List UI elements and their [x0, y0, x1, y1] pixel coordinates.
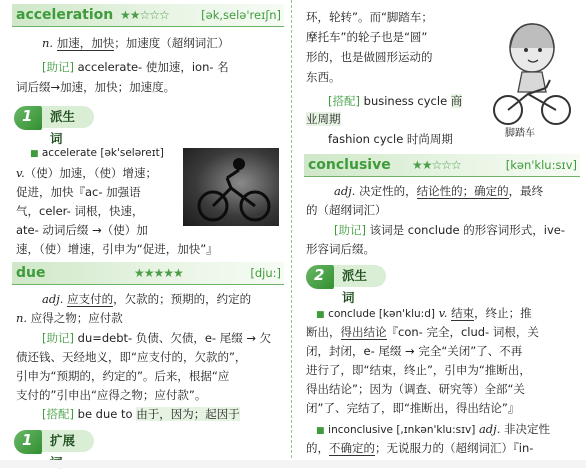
- text-line: 形的，也是做圆形运动的: [306, 50, 433, 64]
- collocation-tag: [搭配]: [328, 94, 360, 108]
- entry-bar-conclusive: [304, 154, 580, 177]
- part-of-speech: n.: [16, 311, 28, 325]
- mnemonic-line: 形容词后缀。: [306, 242, 375, 256]
- definition-underlined: 不确定的: [329, 441, 375, 455]
- headword-conclusive: conclusive: [308, 157, 391, 173]
- phonetic: [ək,selə'reɪʃn]: [201, 8, 281, 22]
- derived-line: 促进，加快『ac- 加强语: [16, 185, 141, 199]
- mnemonic-line: [42, 58, 229, 76]
- definition-text: 应得之物；应付款: [30, 311, 123, 325]
- definition-underlined: 结束: [451, 306, 475, 320]
- mnemonic-line: 引申为“预期的，约定的”。后来，根据“应: [16, 369, 230, 383]
- derived-line: 速，（使）增速，引申为“促进，加快”』: [16, 242, 218, 256]
- text-line: 环，轮转”。而“脚踏车；: [306, 10, 433, 24]
- section-badge-derived: [14, 106, 94, 146]
- part-of-speech: v.: [16, 166, 25, 180]
- section-label: 派生词: [334, 265, 386, 287]
- part-of-speech: adj.: [42, 292, 64, 306]
- entry-bar-acceleration: [12, 4, 284, 27]
- bullet-icon: ■: [316, 310, 325, 320]
- derived-line: [306, 323, 539, 341]
- mnemonic-tag: [助记]: [42, 60, 74, 74]
- definition-text: 决定性的，: [355, 184, 417, 198]
- derived-line: 得出结论”；因为（调查、研究等）全部“关: [306, 382, 525, 396]
- collocation-en: business cycle: [359, 94, 451, 108]
- headword-due: due: [16, 265, 46, 281]
- section-number: 1: [22, 107, 33, 125]
- definition-underlined: 加速，加快: [56, 36, 115, 50]
- bullet-icon: ■: [316, 426, 325, 436]
- bullet-icon: ■: [30, 149, 39, 159]
- definition-line: [42, 290, 251, 308]
- cyclist-photo: [183, 148, 279, 226]
- bicycle-girl-icon: [488, 18, 576, 128]
- collocation-en: be due to: [73, 407, 137, 421]
- derived-line: 闭，封闭，e- 尾缀 → 完全“关闭”了、不再: [306, 344, 523, 358]
- derived-line: [306, 439, 533, 457]
- part-of-speech: adj.: [334, 184, 356, 198]
- section-label: 派生词: [42, 106, 94, 128]
- mnemonic-line: 词后缀→加速，加快；加速度。: [16, 80, 176, 94]
- derived-line: [316, 304, 532, 324]
- phonetic: [dju:]: [250, 266, 281, 280]
- section-badge-derived: [306, 265, 386, 305]
- section-label: 扩展: [42, 430, 94, 452]
- mnemonic-tag: [助记]: [334, 223, 366, 237]
- part-of-speech: n.: [42, 36, 54, 50]
- derived-line: 气，celer- 词根，快速，: [16, 204, 144, 218]
- page-bottom-edge: [0, 460, 586, 468]
- illustration-caption: 脚踏车: [505, 128, 535, 139]
- derived-word: conclude [kən'klu:d]: [328, 308, 435, 320]
- rating-stars: ★★☆☆☆: [412, 158, 461, 172]
- collocation-cn: 业周期: [306, 112, 341, 126]
- collocation-cn: 商: [450, 94, 463, 108]
- definition-line: [42, 34, 229, 52]
- part-of-speech: v.: [438, 306, 448, 320]
- collocation-line: [328, 92, 462, 110]
- text-line: 摩托车”的轮子也是“圆”: [306, 30, 428, 44]
- rating-stars: ★★☆☆☆: [120, 8, 169, 22]
- headword-acceleration: acceleration: [16, 7, 114, 23]
- collocation-line: [306, 110, 341, 128]
- text-line: 东西。: [306, 70, 341, 84]
- definition-line: [16, 309, 123, 327]
- derived-word: accelerate [ək'seləreɪt]: [41, 147, 164, 159]
- mnemonic-line: 支付的”引申出“应得之物；应付款”。: [16, 388, 207, 402]
- derived-line: [16, 164, 157, 182]
- mnemonic-text: accelerate- 使加速，ion- 名: [73, 60, 229, 74]
- derived-text: 的，: [306, 441, 329, 455]
- section-badge-extended: [14, 430, 94, 454]
- derived-word-head: [30, 144, 164, 163]
- definition-text: ，最终: [508, 184, 544, 198]
- mnemonic-tag: [助记]: [42, 331, 74, 345]
- derived-line: 进行了，即“结束，终止”，引申为“推断出，: [306, 363, 531, 377]
- entry-bar-due: [12, 262, 284, 285]
- mnemonic-text: 该词是 conclude 的形容词形式，ive-: [365, 223, 566, 237]
- mnemonic-line: 债还钱、天经地义，即“应支付的，欠款的”，: [16, 350, 247, 364]
- column-divider: [291, 0, 292, 468]
- derived-text: （使）加速，（使）增速；: [24, 166, 158, 180]
- mnemonic-text: du=debt- 负债、欠债，e- 尾缀 → 欠: [73, 331, 272, 345]
- cyclist-silhouette-icon: [183, 148, 279, 226]
- mnemonic-line: [42, 329, 271, 347]
- collocation-tag: [搭配]: [42, 407, 74, 421]
- definition-line: [334, 182, 543, 200]
- collocation-line: [42, 405, 240, 423]
- definition-underlined: 得出结论: [340, 325, 387, 339]
- derived-line: 闭”了、完结了，即“推断出，得出结论”』: [306, 401, 520, 415]
- section-number: 1: [22, 431, 33, 449]
- definition-underlined: 应支付的: [67, 292, 114, 306]
- derived-text: ，终止；推: [474, 306, 532, 320]
- derived-text: 非决定性: [500, 422, 551, 436]
- derived-text: 『con- 完全，clud- 词根，关: [386, 325, 539, 339]
- collocation-cn: 由于，因为；起因于: [136, 407, 240, 421]
- part-of-speech: adj.: [478, 422, 501, 436]
- definition-text: ；加速度（超纲词汇）: [114, 36, 230, 50]
- phonetic: [kən'klu:sɪv]: [505, 158, 577, 172]
- bicycle-girl-illustration: [488, 18, 576, 128]
- definition-text: ，欠款的；预期的，约定的: [113, 292, 252, 306]
- mnemonic-line: [334, 221, 565, 239]
- definition-line: 的（超纲词汇）: [306, 203, 387, 217]
- collocation-line: fashion cycle 时尚周期: [328, 132, 453, 146]
- derived-line: [316, 420, 550, 440]
- section-number: 2: [314, 266, 325, 284]
- derived-text: 断出，: [306, 325, 341, 339]
- rating-stars: ★★★★★: [134, 266, 183, 280]
- derived-word: inconclusive [,ɪnkən'klu:sɪv]: [328, 424, 476, 436]
- definition-underlined: 结论性的；确定的: [416, 184, 509, 198]
- derived-line: ate- 动词后缀 →（使）加: [16, 223, 148, 237]
- derived-text: ；无说服力的（超纲词汇）『in-: [375, 441, 534, 455]
